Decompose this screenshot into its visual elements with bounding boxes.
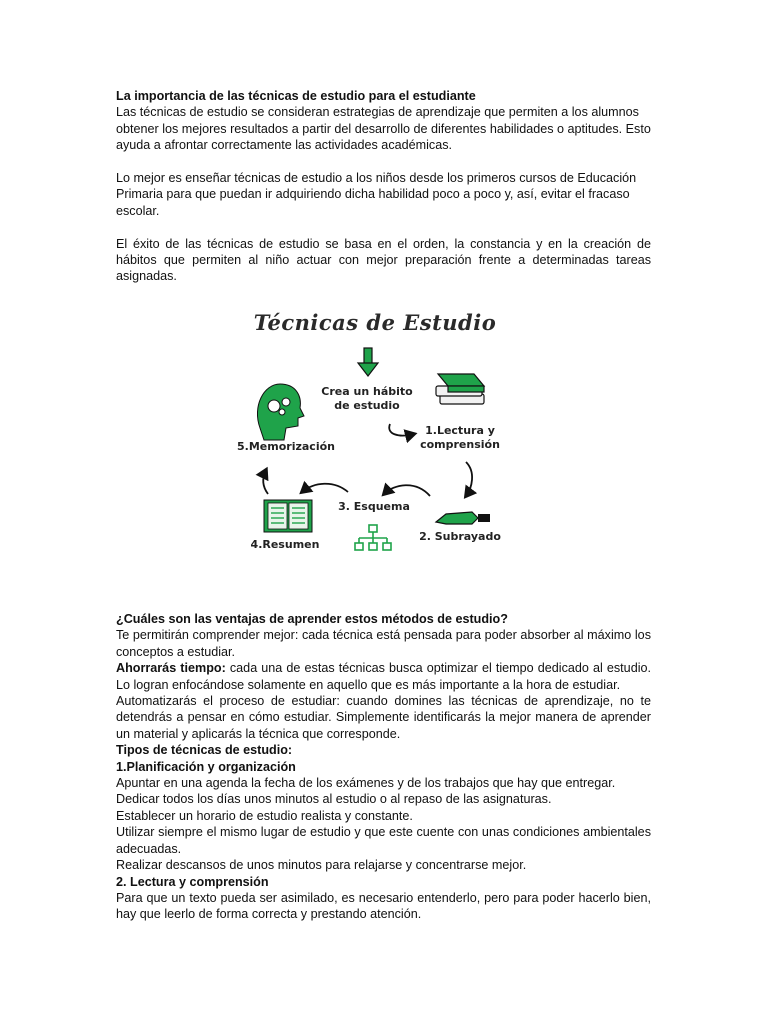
step1-line-1: 1.Lectura y [425,424,495,437]
step4-label: 4.Resumen [250,538,320,551]
tipos-heading: Tipos de técnicas de estudio: [116,743,293,758]
tipos-item: Utilizar siempre el mismo lugar de estudio y que este cuente con unas condiciones ambientales adecuadas. [116,825,651,856]
center-habit-line-1: Crea un hábito [321,385,413,398]
intro-section [116,88,651,285]
infographic-title: Técnicas de Estudio [253,310,497,335]
ventajas-paragraph-2-bold: Ahorrarás tiempo: [116,661,226,676]
arrow-to-step3 [384,485,430,496]
tipos-item: Apuntar en una agenda la fecha de los exámenes y de los trabajos que hay que entregar. [116,776,616,791]
intro-paragraph-2: Lo mejor es enseñar técnicas de estudio a los niños desde los primeros cursos de Educación Primaria para que puedan ir adquiriendo dicha habilidad poco a poco y, así, evitar el fracaso escolar. [116,171,637,218]
tipos-subheading-1: 1.Planificación y organización [116,759,296,774]
head-brain-icon [257,384,304,440]
intro-heading: La importancia de las técnicas de estudio para el estudiante [116,89,476,103]
step1-line-2: comprensión [420,438,500,451]
tipos-item: Dedicar todos los días unos minutos al estudio o al repaso de las asignaturas. [116,792,552,807]
step5-label: 5.Memorización [237,440,335,453]
arrow-to-step5 [263,470,268,494]
tipos-item: Establecer un horario de estudio realista y constante. [116,808,413,823]
step2-label: 2. Subrayado [419,530,501,543]
tipos-item: Realizar descansos de unos minutos para relajarse y concentrarse mejor. [116,858,527,873]
study-techniques-infographic [234,296,516,564]
center-habit-label [312,385,422,413]
down-arrow-icon [358,348,378,376]
open-book-icon [264,500,312,532]
books-icon [436,374,484,404]
ventajas-paragraph-2 [116,660,651,693]
ventajas-heading: ¿Cuáles son las ventajas de aprender estos métodos de estudio? [116,612,508,626]
intro-paragraph-1: Las técnicas de estudio se consideran estrategias de aprendizaje que permiten a los alumnos obtener los mejores resultados a partir del desarrollo de diferentes habilidades o aptitudes. Esto ayuda a afrontar correctamente las actividades académicas. [116,105,651,153]
ventajas-paragraph-1: Te permitirán comprender mejor: cada técnica está pensada para poder absorber al máximo los conceptos a estudiar. [116,628,651,659]
arrow-to-step4 [302,484,348,492]
arrow-to-step1 [389,424,414,436]
step3-label: 3. Esquema [338,500,410,513]
ventajas-paragraph-2-rest: cada una de estas técnicas busca optimizar el tiempo dedicado al estudio. Lo logran enfocándose solamente en aquello que es más importante a la hora de estudiar. [116,661,651,692]
ventajas-paragraph-3: Automatizarás el proceso de estudiar: cuando domines las técnicas de aprendizaje, no te detendrás a pensar en cómo estudiar. Simplemente identificarás la mejor manera de aprender un material y aplicarás la técnica que corresponde. [116,694,651,741]
tipos-last-paragraph: Para que un texto pueda ser asimilado, es necesario entenderlo, pero para poder hacerlo bien, hay que leerlo de forma correcta y prestando atención. [116,890,651,922]
center-habit-line-2: de estudio [334,399,400,412]
content-section [116,611,651,923]
arrow-to-step2 [466,462,472,496]
hierarchy-diagram-icon [355,525,391,550]
highlighter-icon [436,512,490,524]
intro-paragraph-3: El éxito de las técnicas de estudio se basa en el orden, la constancia y en la creación de hábitos que permiten al niño actuar con mejor preparación frente a determinadas tareas asignadas. [116,236,651,284]
step1-label [412,424,508,452]
tipos-subheading-2: 2. Lectura y comprensión [116,874,269,889]
